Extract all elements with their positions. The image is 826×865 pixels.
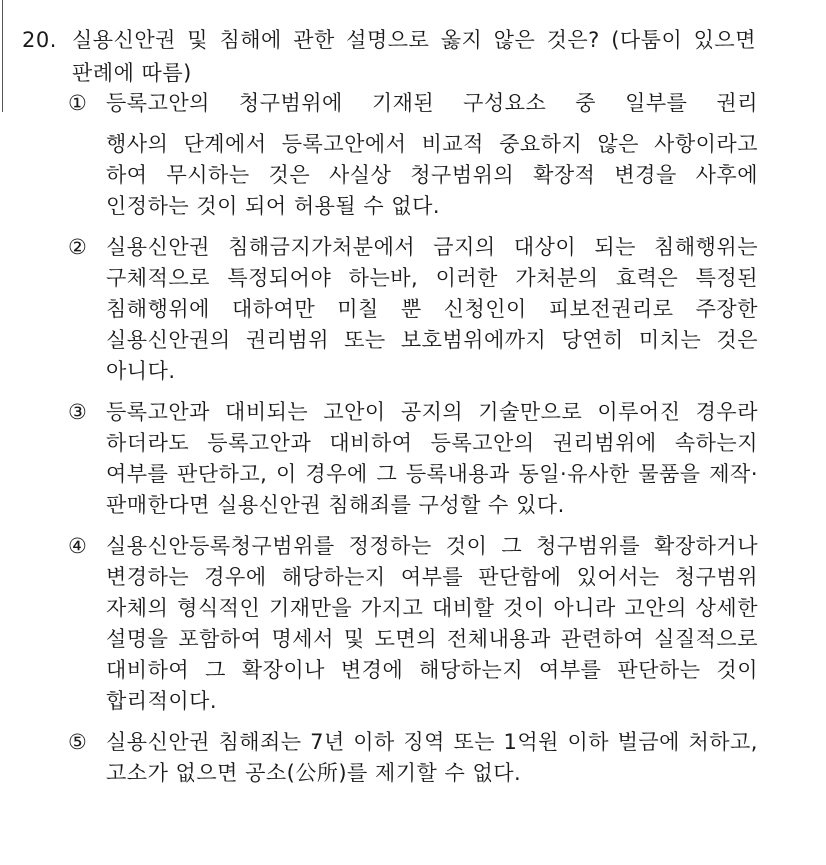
option-marker-3: ③ [68, 400, 88, 424]
option-2[interactable] [68, 232, 758, 387]
question-block [22, 24, 762, 90]
option-1[interactable] [68, 88, 758, 222]
question-number: 20. [22, 28, 57, 52]
option-text-4: 실용신안등록청구범위를 정정하는 것이 그 청구범위를 확장하거나 변경하는 경우에 해당하는지 여부를 판단함에 있어서는 청구범위 자체의 형식적인 기재만을 가지고 대비할 것이 아니라 고안의 상세한 설명을 포함하여 명세서 및 도면의 전체내용과 관련하여 실질적으로 대비하여 그 확장이나 변경에 해당하는지 여부를 판단하는 것이 합리적이다. [106, 534, 758, 713]
option-3[interactable] [68, 397, 758, 521]
question-stem [22, 24, 762, 90]
question-text: 실용신안권 및 침해에 관한 설명으로 옳지 않은 것은? (다툼이 있으면 판례에 따름) [72, 28, 756, 85]
option-text-5: 실용신안권 침해죄는 7년 이하 징역 또는 1억원 이하 벌금에 처하고, 고소가 없으면 공소(公所)를 제기할 수 없다. [106, 730, 758, 785]
option-5[interactable] [68, 727, 758, 789]
option-text-1 [106, 88, 758, 222]
option-marker-2: ② [68, 235, 88, 259]
left-margin-rule [2, 0, 3, 112]
answer-options [68, 88, 758, 799]
option-marker-4: ④ [68, 534, 88, 558]
option-text-3: 등록고안과 대비되는 고안이 공지의 기술만으로 이루어진 경우라 하더라도 등록고안과 대비하여 등록고안의 권리범위에 속하는지 여부를 판단하고, 이 경우에 그 등록내용과 동일·유사한 물품을 제작·판매한다면 실용신안권 침해죄를 구성할 수 있다. [106, 400, 758, 517]
option-text-2: 실용신안권 침해금지가처분에서 금지의 대상이 되는 침해행위는 구체적으로 특정되어야 하는바, 이러한 가처분의 효력은 특정된 침해행위에 대하여만 미칠 뿐 신청인이 피보전권리로 주장한 실용신안권의 권리범위 또는 보호범위에까지 당연히 미치는 것은 아니다. [106, 235, 758, 383]
option-marker-1: ① [68, 91, 88, 115]
option-4[interactable] [68, 531, 758, 717]
option-1-first-line: 등록고안의 청구범위에 기재된 구성요소 중 일부를 권리 [106, 91, 758, 115]
option-marker-5: ⑤ [68, 730, 88, 754]
option-1-rest: 행사의 단계에서 등록고안에서 비교적 중요하지 않은 사항이라고 하여 무시하는 것은 사실상 청구범위의 확장적 변경을 사후에 인정하는 것이 되어 허용될 수 없다. [106, 132, 758, 218]
